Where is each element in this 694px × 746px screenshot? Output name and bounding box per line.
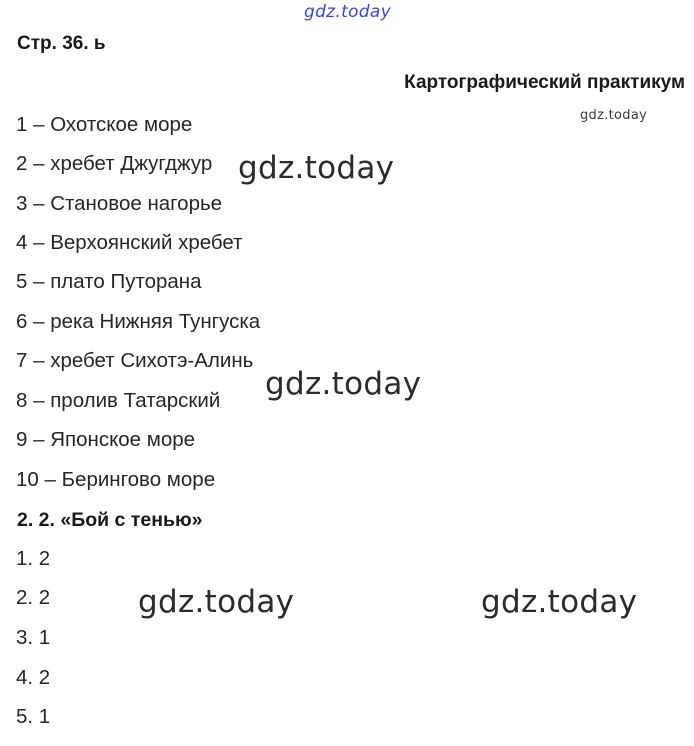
map-item: 1 – Охотское море [16, 113, 193, 136]
quiz-answer: 1. 2 [16, 547, 51, 570]
quiz-answer: 4. 2 [16, 666, 51, 689]
map-item: 8 – пролив Татарский [16, 389, 221, 412]
map-item: 10 – Берингово море [16, 468, 216, 491]
section-title: Картографический практикум [404, 72, 685, 93]
watermark-small: gdz.today [580, 108, 648, 123]
map-item: 9 – Японское море [16, 428, 196, 451]
map-item: 5 – плато Путорана [16, 270, 202, 293]
watermark-large: gdz.today [265, 366, 422, 402]
map-item: 7 – хребет Сихотэ-Алинь [16, 349, 254, 372]
watermark-large: gdz.today [481, 584, 638, 620]
quiz-answer: 5. 1 [16, 705, 51, 728]
quiz-answer: 3. 1 [16, 626, 51, 649]
map-item: 6 – река Нижняя Тунгуска [16, 310, 261, 333]
quiz-answer: 2. 2 [16, 586, 51, 609]
map-item: 3 – Становое нагорье [16, 192, 223, 215]
watermark-large: gdz.today [238, 150, 395, 186]
map-item: 2 – хребет Джугджур [16, 152, 213, 175]
watermark-large: gdz.today [138, 584, 295, 620]
page-reference: Стр. 36. ь [17, 33, 106, 54]
watermark-top: gdz.today [304, 2, 391, 22]
map-item: 4 – Верхоянский хребет [16, 231, 243, 254]
quiz-heading: 2. 2. «Бой с тенью» [17, 509, 203, 531]
